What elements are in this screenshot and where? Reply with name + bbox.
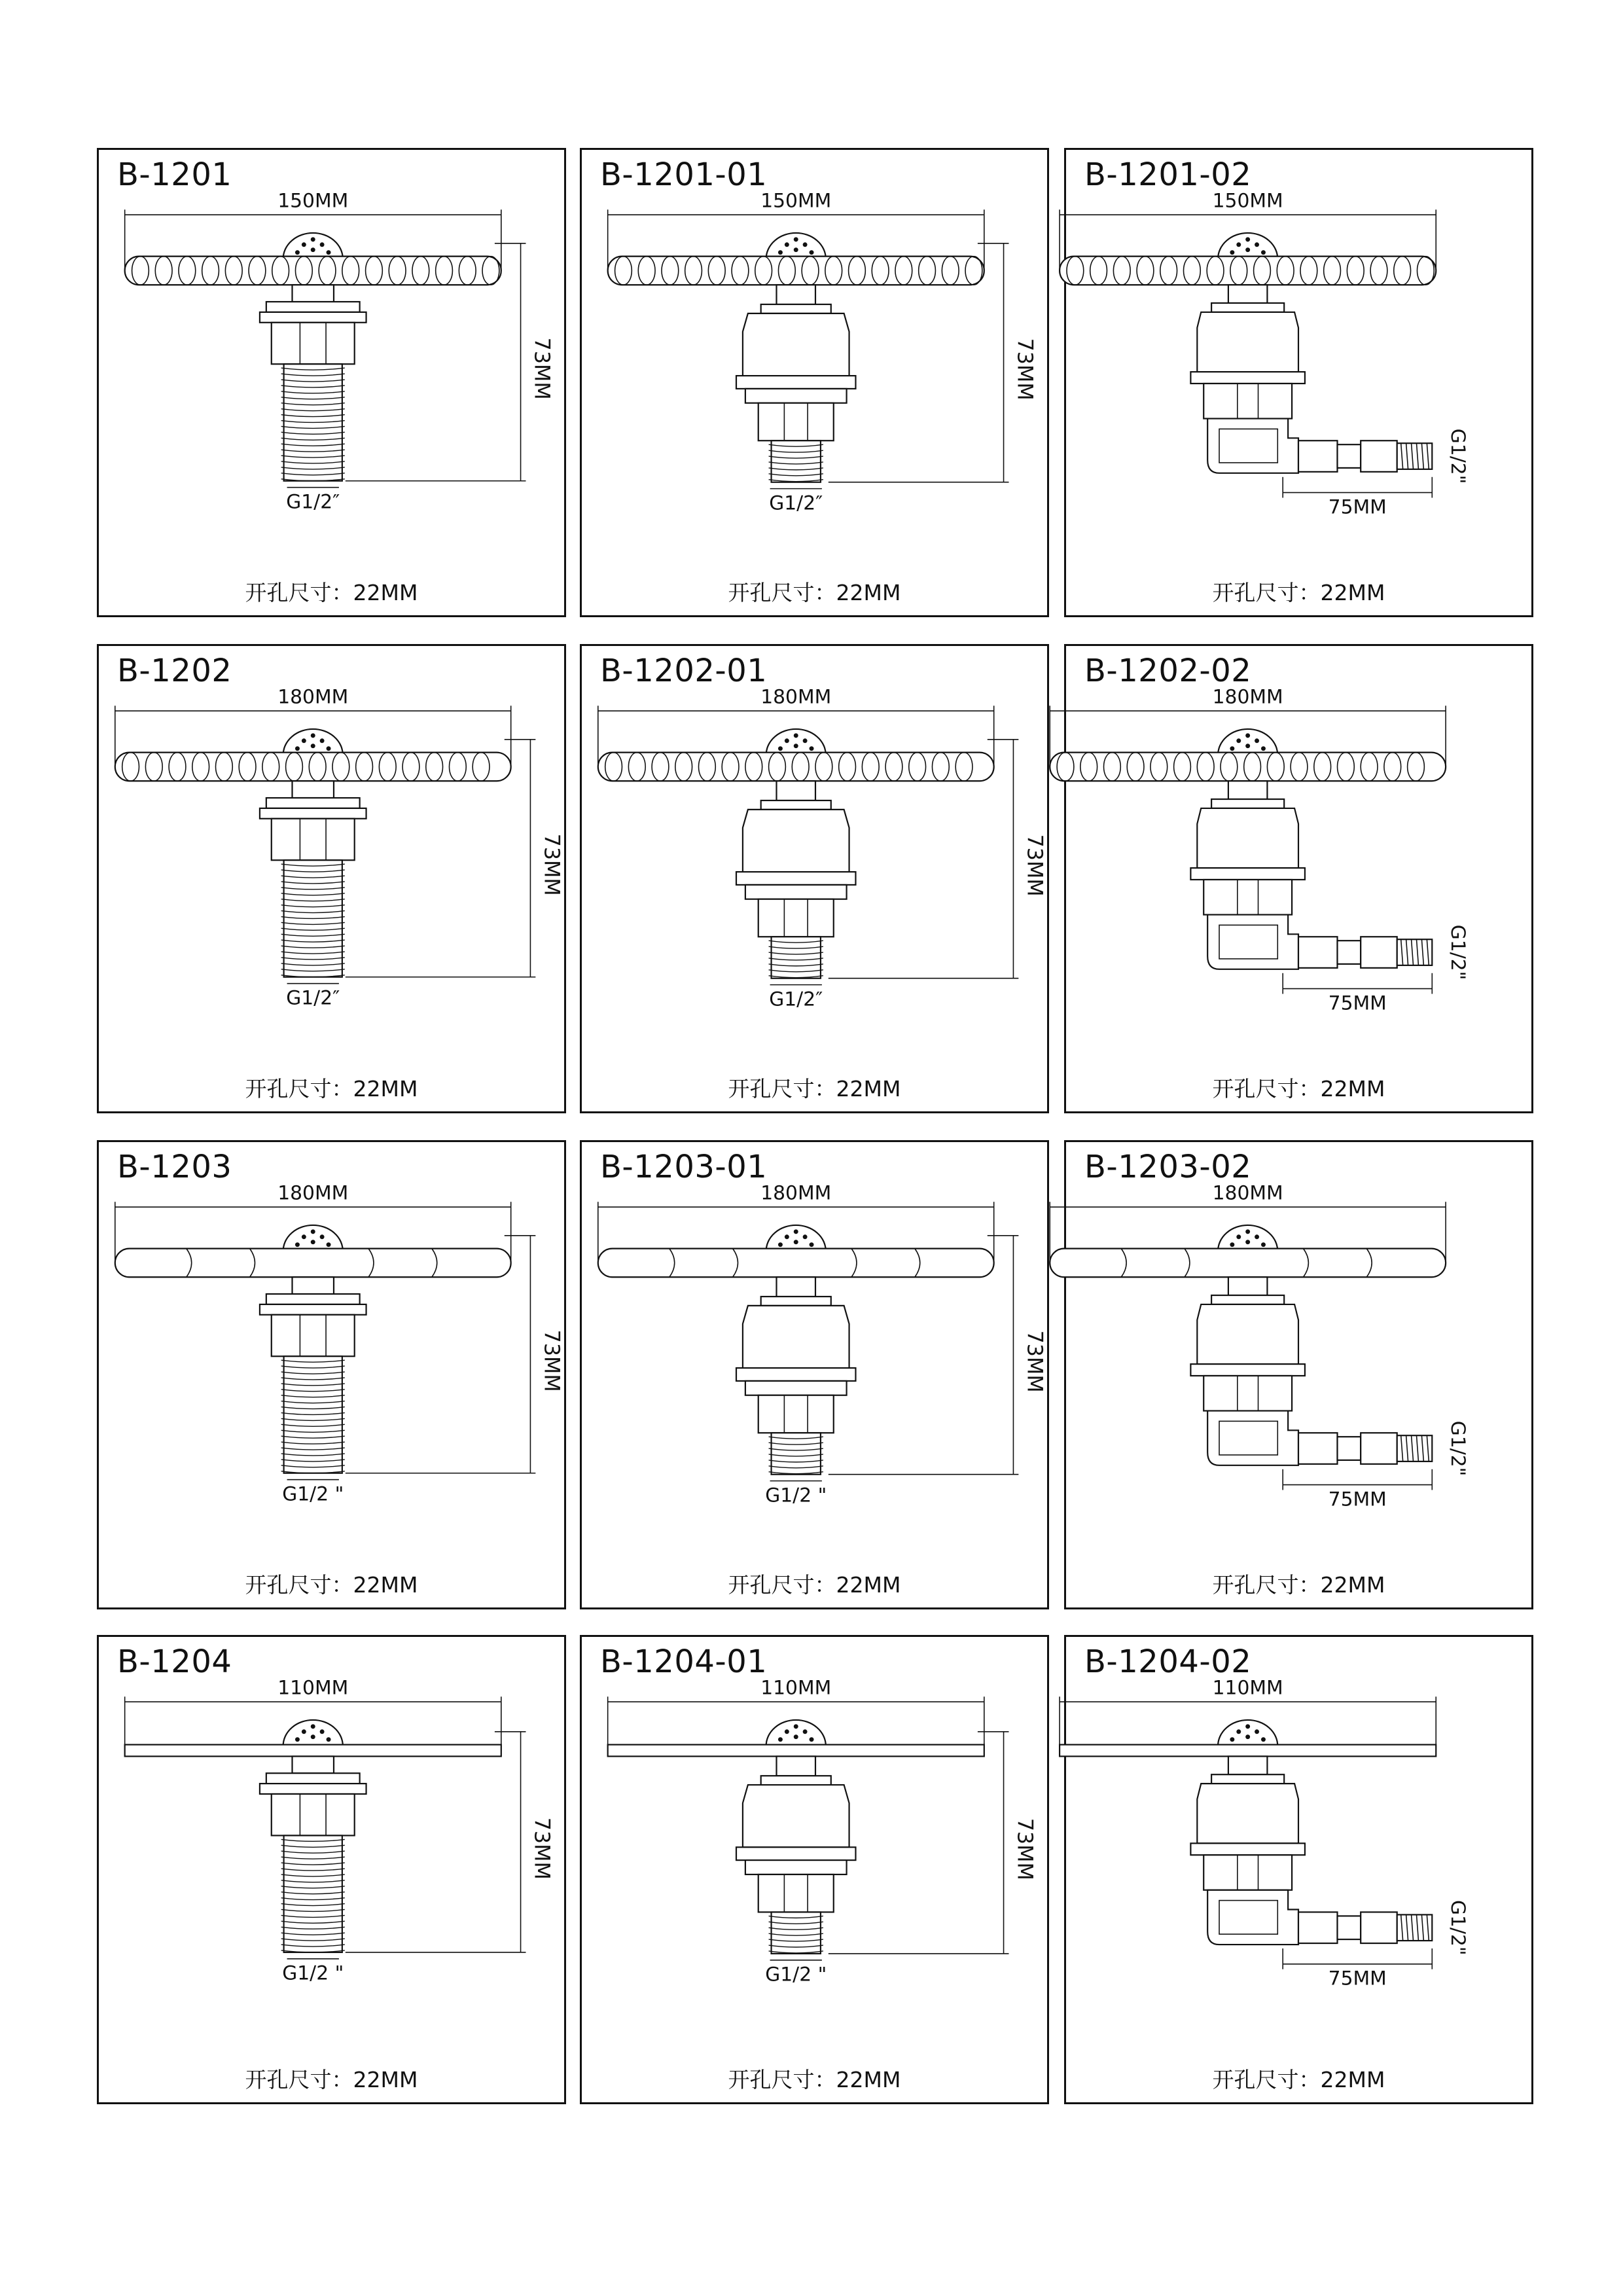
lock-nut <box>272 1794 355 1835</box>
product-card <box>97 148 566 617</box>
hole-size-label: 开孔尺寸：22MM <box>728 580 901 605</box>
thread-label: G1/2" <box>1446 1899 1470 1956</box>
width-label: 150MM <box>1212 189 1283 213</box>
housing <box>1197 1784 1298 1843</box>
thread-label: G1/2" <box>1446 924 1470 980</box>
height-label: 73MM <box>529 337 554 400</box>
flange <box>1190 1843 1305 1855</box>
hole-size-label: 开孔尺寸：22MM <box>1212 1076 1385 1102</box>
outlet-nut <box>1361 1433 1397 1464</box>
flange <box>736 1368 855 1381</box>
stem <box>293 1277 334 1294</box>
housing <box>1197 312 1298 372</box>
product-card <box>1064 644 1533 1113</box>
model-title: B-1203-01 <box>600 1149 768 1185</box>
outlet-nut <box>1361 1912 1397 1943</box>
model-title: B-1201-01 <box>600 156 768 193</box>
flange <box>266 798 360 808</box>
stem <box>1228 781 1267 799</box>
stem <box>776 1756 815 1776</box>
nozzle-dome <box>1218 233 1277 259</box>
flange <box>266 1773 360 1784</box>
outlet-nut <box>1338 941 1361 964</box>
thread-label: G1/2 " <box>282 1962 344 1985</box>
elbow-joint <box>1207 419 1298 473</box>
technical-drawing <box>582 1142 1047 1607</box>
lock-nut <box>272 1315 355 1356</box>
elbow-joint <box>1207 1890 1298 1945</box>
hole-size-label: 开孔尺寸：22MM <box>728 1572 901 1598</box>
nozzle-dome <box>1218 729 1277 755</box>
height-label: 73MM <box>1022 1330 1046 1393</box>
washer <box>745 1381 847 1395</box>
flange <box>260 808 366 819</box>
hole-size-label: 开孔尺寸：22MM <box>245 580 418 605</box>
width-label: 180MM <box>760 1181 832 1205</box>
technical-drawing <box>1066 646 1531 1111</box>
outlet-length-label: 75MM <box>1328 1967 1387 1990</box>
flange <box>1190 868 1305 880</box>
lock-nut <box>758 1395 834 1433</box>
product-card <box>1064 148 1533 617</box>
nozzle-dome <box>766 1225 826 1251</box>
outlet-length-label: 75MM <box>1328 495 1387 519</box>
nozzle-dome <box>766 1720 826 1746</box>
hole-size-label: 开孔尺寸：22MM <box>245 2067 418 2092</box>
thread-label: G1/2 " <box>765 1963 827 1986</box>
collar <box>1211 1295 1284 1304</box>
stem <box>1228 1277 1267 1295</box>
housing <box>743 314 849 376</box>
outlet-nut <box>1361 440 1397 472</box>
outlet-nut <box>1298 1433 1337 1464</box>
hole-size-label: 开孔尺寸：22MM <box>728 2067 901 2092</box>
model-title: B-1201-02 <box>1084 156 1252 193</box>
width-label: 110MM <box>760 1676 832 1700</box>
housing <box>743 810 849 872</box>
stem <box>293 285 334 302</box>
model-title: B-1203-02 <box>1084 1149 1252 1185</box>
flange <box>736 1847 855 1860</box>
nozzle-dome <box>1218 1225 1277 1251</box>
width-label: 180MM <box>1212 685 1283 709</box>
elbow-joint <box>1207 1411 1298 1465</box>
outlet-nut <box>1338 1916 1361 1939</box>
outlet-nut <box>1338 444 1361 468</box>
thread-label: G1/2″ <box>769 988 823 1011</box>
collar <box>1211 799 1284 808</box>
product-card <box>580 1635 1049 2104</box>
product-card <box>580 644 1049 1113</box>
model-title: B-1202-01 <box>600 653 768 689</box>
technical-drawing <box>99 150 564 615</box>
nozzle-dome <box>283 1225 343 1251</box>
flange <box>736 376 855 389</box>
flange <box>260 1304 366 1315</box>
model-title: B-1203 <box>117 1149 232 1185</box>
height-label: 73MM <box>539 833 563 896</box>
lock-nut <box>1204 1855 1292 1890</box>
collar <box>761 1297 831 1306</box>
model-title: B-1202 <box>117 653 232 689</box>
lock-nut <box>758 403 834 441</box>
housing <box>1197 1304 1298 1364</box>
nozzle-dome <box>766 233 826 259</box>
height-label: 73MM <box>1012 338 1037 401</box>
model-title: B-1201 <box>117 156 232 193</box>
washer <box>745 389 847 403</box>
technical-drawing <box>582 1637 1047 2102</box>
hole-size-label: 开孔尺寸：22MM <box>1212 2067 1385 2092</box>
thread-label: G1/2″ <box>286 490 340 514</box>
collar <box>761 1776 831 1785</box>
stem <box>1228 285 1267 303</box>
nozzle-dome <box>283 1720 343 1746</box>
technical-drawing <box>1066 1142 1531 1607</box>
technical-drawing <box>1066 1637 1531 2102</box>
height-label: 73MM <box>1012 1818 1037 1880</box>
thread-label: G1/2 " <box>282 1482 344 1506</box>
height-label: 73MM <box>1022 834 1046 897</box>
lock-nut <box>758 1874 834 1912</box>
flange <box>260 312 366 323</box>
outlet-nut <box>1298 937 1337 968</box>
thread-label: G1/2" <box>1446 1420 1470 1477</box>
width-label: 180MM <box>760 685 832 709</box>
hole-size-label: 开孔尺寸：22MM <box>1212 580 1385 605</box>
washer <box>745 885 847 899</box>
spray-bar <box>125 1745 501 1757</box>
lock-nut <box>758 899 834 937</box>
technical-drawing <box>99 1637 564 2102</box>
outlet-nut <box>1338 1437 1361 1460</box>
lock-nut <box>1204 880 1292 915</box>
technical-drawing <box>582 150 1047 615</box>
flange <box>266 302 360 312</box>
product-card <box>580 1140 1049 1609</box>
stem <box>1228 1756 1267 1774</box>
nozzle-dome <box>766 729 826 755</box>
height-label: 73MM <box>529 1817 554 1880</box>
stem <box>776 285 815 304</box>
elbow-joint <box>1207 915 1298 969</box>
width-label: 180MM <box>1212 1181 1283 1205</box>
width-label: 110MM <box>277 1676 349 1700</box>
hole-size-label: 开孔尺寸：22MM <box>245 1076 418 1102</box>
thread-label: G1/2" <box>1446 428 1470 484</box>
technical-drawing <box>99 1142 564 1607</box>
outlet-nut <box>1298 1912 1337 1943</box>
stem <box>776 1277 815 1297</box>
housing <box>743 1785 849 1847</box>
thread-label: G1/2 " <box>765 1484 827 1507</box>
outlet-length-label: 75MM <box>1328 992 1387 1015</box>
spray-bar <box>115 1249 511 1278</box>
width-label: 150MM <box>277 189 349 213</box>
washer <box>745 1860 847 1874</box>
product-card <box>97 644 566 1113</box>
spray-bar <box>608 1745 984 1757</box>
collar <box>1211 1774 1284 1784</box>
height-label: 73MM <box>539 1329 563 1392</box>
flange <box>736 872 855 885</box>
stem <box>776 781 815 800</box>
spray-bar <box>1060 1745 1436 1757</box>
collar <box>761 800 831 810</box>
flange <box>1190 1364 1305 1376</box>
lock-nut <box>272 819 355 860</box>
housing <box>1197 808 1298 868</box>
width-label: 110MM <box>1212 1676 1283 1700</box>
product-card <box>97 1140 566 1609</box>
product-card <box>1064 1635 1533 2104</box>
hole-size-label: 开孔尺寸：22MM <box>245 1572 418 1598</box>
product-card <box>580 148 1049 617</box>
lock-nut <box>272 323 355 364</box>
technical-drawing <box>99 646 564 1111</box>
collar <box>761 304 831 314</box>
stem <box>293 781 334 798</box>
spray-bar <box>598 1249 994 1278</box>
collar <box>1211 303 1284 312</box>
lock-nut <box>1204 384 1292 419</box>
flange <box>1190 372 1305 384</box>
flange <box>266 1294 360 1304</box>
product-card <box>1064 1140 1533 1609</box>
lock-nut <box>1204 1376 1292 1411</box>
thread-label: G1/2″ <box>769 492 823 515</box>
flange <box>260 1784 366 1794</box>
width-label: 180MM <box>277 685 349 709</box>
technical-drawing <box>582 646 1047 1111</box>
outlet-nut <box>1361 937 1397 968</box>
model-title: B-1204-02 <box>1084 1643 1252 1680</box>
nozzle-dome <box>283 233 343 259</box>
outlet-length-label: 75MM <box>1328 1488 1387 1511</box>
nozzle-dome <box>1218 1720 1277 1746</box>
width-label: 180MM <box>277 1181 349 1205</box>
hole-size-label: 开孔尺寸：22MM <box>1212 1572 1385 1598</box>
model-title: B-1204-01 <box>600 1643 768 1680</box>
model-title: B-1202-02 <box>1084 653 1252 689</box>
spray-bar <box>1050 1249 1446 1278</box>
hole-size-label: 开孔尺寸：22MM <box>728 1076 901 1102</box>
nozzle-dome <box>283 729 343 755</box>
stem <box>293 1756 334 1773</box>
housing <box>743 1306 849 1368</box>
model-title: B-1204 <box>117 1643 232 1680</box>
width-label: 150MM <box>760 189 832 213</box>
thread-label: G1/2″ <box>286 986 340 1010</box>
technical-drawing <box>1066 150 1531 615</box>
outlet-nut <box>1298 440 1337 472</box>
product-card <box>97 1635 566 2104</box>
